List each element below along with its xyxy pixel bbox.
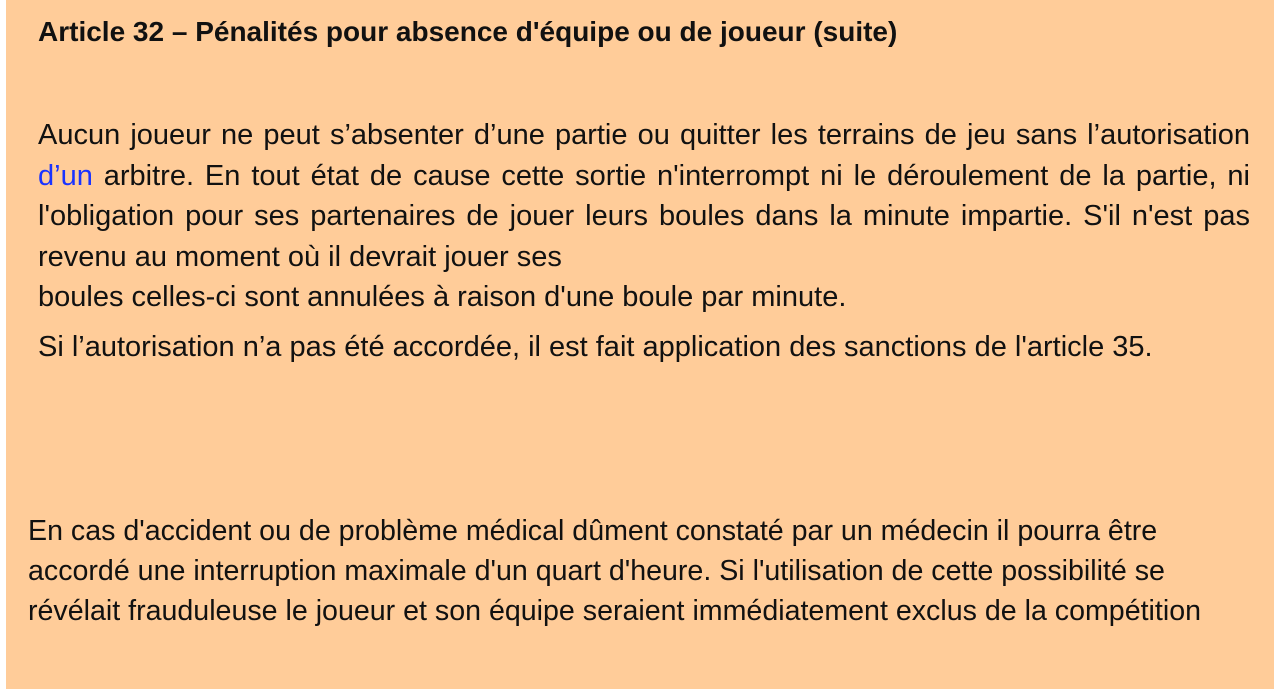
paragraph-sanctions: Si l’autorisation n’a pas été accordée, il est fait application des sanctions de l'article 35. [38, 331, 1153, 363]
paragraph-absence-rule [38, 115, 1250, 318]
paragraph-absence-rule-text-2: arbitre. En tout état de cause cette sortie n'interrompt ni le déroulement de la partie, ni l'obligation pour ses partenaires de jouer leurs boules dans la minute impartie. S'il n'est pas revenu au moment où il devrait jouer ses [38, 159, 1250, 273]
arbitre-link-text: d’un [38, 159, 93, 192]
paragraph-absence-rule-last-line: boules celles-ci sont annulées à raison d'une boule par minute. [38, 281, 847, 313]
paragraph-absence-rule-text-1: Aucun joueur ne peut s’absenter d’une partie ou quitter les terrains de jeu sans l’autorisation [38, 119, 1250, 151]
article-title: Article 32 – Pénalités pour absence d'équipe ou de joueur (suite) [38, 16, 898, 47]
paragraph-medical-interruption: En cas d'accident ou de problème médical dûment constaté par un médecin il pourra être accordé une interruption maximale d'un quart d'heure. Si l'utilisation de cette possibilité se révélait frauduleuse le joueur et son équipe seraient immédiatement exclus de la compétition [28, 515, 1202, 627]
slide-panel [6, 0, 1274, 689]
